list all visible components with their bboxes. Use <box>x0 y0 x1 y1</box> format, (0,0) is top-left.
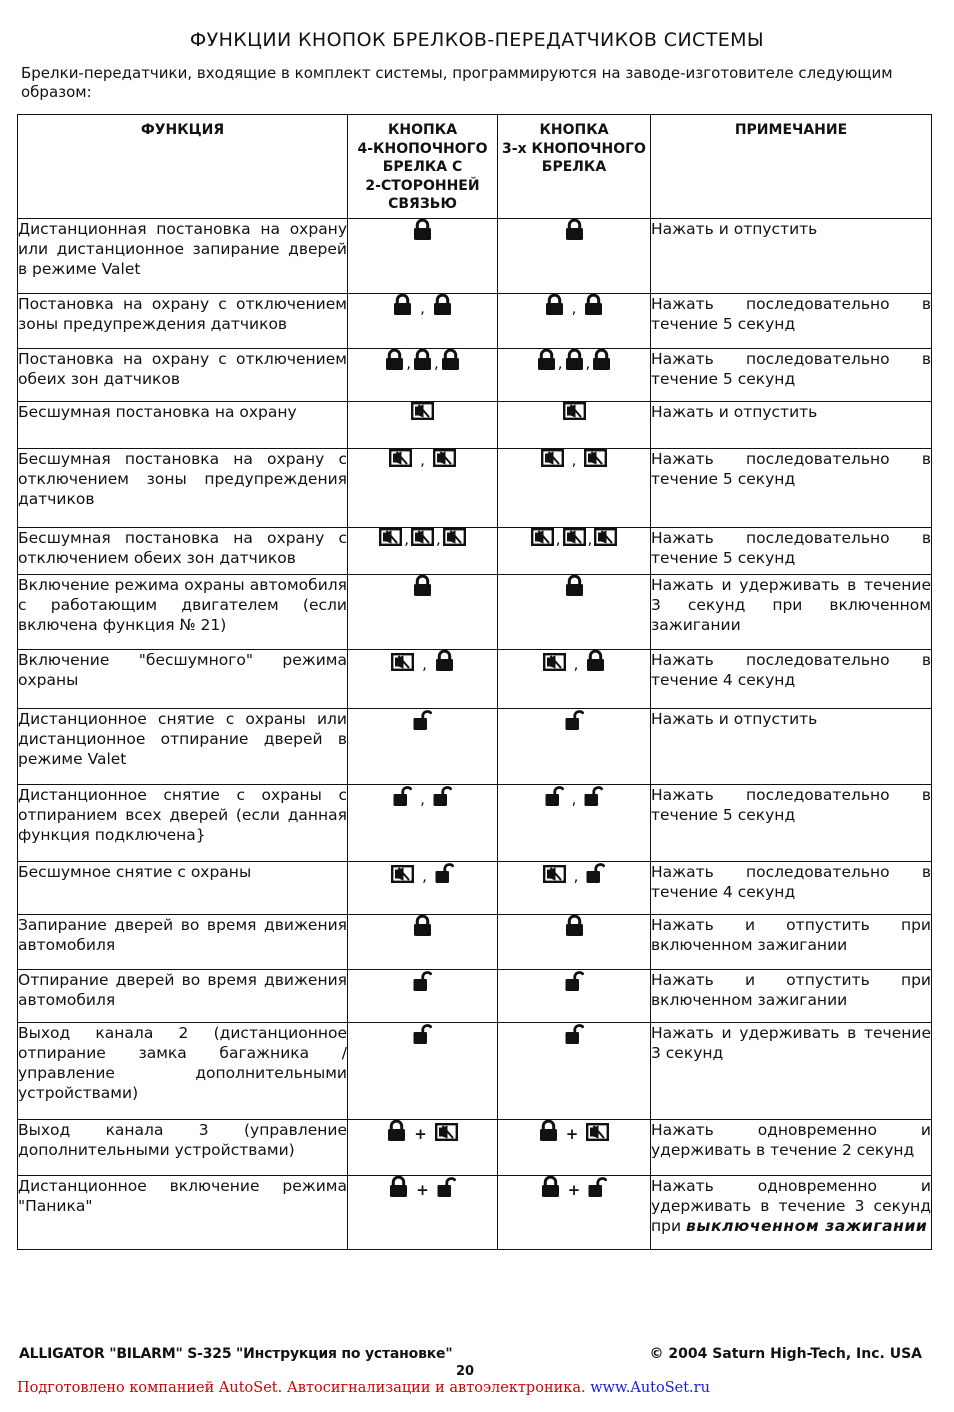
lock-icon <box>441 349 460 370</box>
lock-icon <box>592 349 611 370</box>
button-4-cell <box>348 528 498 575</box>
silent-mode-icon <box>391 865 414 883</box>
button-combination <box>565 709 584 730</box>
table-row <box>18 650 932 709</box>
button-3-cell <box>498 1120 651 1176</box>
note-cell <box>651 349 932 402</box>
button-3-cell <box>498 970 651 1023</box>
silent-mode-icon <box>531 528 554 546</box>
note-text: Нажать последовательно в течение 5 секунд <box>651 529 931 567</box>
button-combination <box>413 915 432 936</box>
function-cell: Бесшумная постановка на охрану с отключением обеих зон датчиков <box>18 528 348 575</box>
note-text: Нажать последовательно в течение 5 секунд <box>651 295 931 333</box>
function-cell: Дистанционное включение режима "Паника" <box>18 1176 348 1250</box>
lock-icon <box>565 915 584 936</box>
button-4-cell <box>348 650 498 709</box>
note-cell <box>651 915 932 970</box>
button-4-cell <box>348 402 498 449</box>
functions-table <box>17 114 932 1250</box>
button-4-cell <box>348 349 498 402</box>
function-cell: Бесшумная постановка на охрану с отключением зоны предупреждения датчиков <box>18 449 348 528</box>
button-combination <box>389 449 456 467</box>
button-combination <box>531 528 618 546</box>
table-row <box>18 294 932 349</box>
button-3-cell <box>498 915 651 970</box>
function-cell: Дистанционное снятие с охраны или дистанционное отпирание дверей в режиме Valet <box>18 709 348 785</box>
unlock-icon <box>413 709 432 730</box>
comma-separator: , <box>585 354 591 372</box>
silent-mode-icon <box>594 528 617 546</box>
button-combination <box>413 219 432 240</box>
note-text: Нажать последовательно в течение 4 секунд <box>651 651 931 689</box>
lock-icon <box>433 294 452 315</box>
function-cell: Выход канала 3 (управление дополнительными устройствами) <box>18 1120 348 1176</box>
lock-icon <box>565 219 584 240</box>
button-4-cell <box>348 785 498 862</box>
function-cell: Дистанционная постановка на охрану или дистанционное запирание дверей в режиме Valet <box>18 219 348 294</box>
button-3-cell <box>498 528 651 575</box>
note-text: Нажать последовательно в течение 5 секунд <box>651 786 931 824</box>
button-4-cell <box>348 970 498 1023</box>
header-line: 3-х КНОПОЧНОГО <box>502 140 646 157</box>
lock-icon <box>545 294 564 315</box>
button-combination <box>545 785 604 806</box>
note-cell <box>651 219 932 294</box>
note-cell <box>651 575 932 650</box>
note-text: Нажать и отпустить <box>651 403 818 421</box>
page-title: ФУНКЦИИ КНОПОК БРЕЛКОВ-ПЕРЕДАТЧИКОВ СИСТЕМЫ <box>189 29 765 51</box>
button-combination <box>385 349 460 370</box>
button-combination <box>537 349 612 370</box>
silent-mode-icon <box>435 1123 458 1141</box>
lock-icon <box>389 1176 408 1197</box>
button-combination <box>545 294 604 315</box>
silent-mode-icon <box>563 528 586 546</box>
button-combination <box>541 1176 608 1197</box>
button-combination <box>391 650 454 671</box>
credit-link[interactable]: www.AutoSet.ru <box>590 1380 710 1396</box>
unlock-icon <box>413 970 432 991</box>
comma-separator: , <box>571 451 577 469</box>
note-text: Нажать и отпустить при включенном зажигании <box>651 971 931 1009</box>
silent-mode-icon <box>411 402 434 420</box>
unlock-icon <box>413 1023 432 1044</box>
unlock-icon <box>565 709 584 730</box>
note-text: Нажать и удерживать в течение 3 секунд <box>651 1024 931 1062</box>
note-cell <box>651 862 932 915</box>
button-combination <box>563 402 586 420</box>
button-combination <box>413 1023 432 1044</box>
unlock-icon <box>588 1176 607 1197</box>
table-row <box>18 219 932 294</box>
button-combination <box>389 1176 456 1197</box>
table-row <box>18 349 932 402</box>
lock-icon <box>565 349 584 370</box>
button-combination <box>543 650 606 671</box>
button-combination <box>565 219 584 240</box>
note-text: Нажать последовательно в течение 5 секунд <box>651 450 931 488</box>
comma-separator: , <box>422 867 427 885</box>
table-row <box>18 575 932 650</box>
unlock-icon <box>565 970 584 991</box>
comma-separator: , <box>420 790 425 808</box>
unlock-icon <box>545 785 564 806</box>
note-text: Нажать и отпустить <box>651 710 818 728</box>
table-row <box>18 785 932 862</box>
function-cell: Дистанционное снятие с охраны с отпиранием всех дверей (если данная функция подключена} <box>18 785 348 862</box>
comma-separator: , <box>573 655 579 673</box>
button-combination <box>393 785 452 806</box>
unlock-icon <box>393 785 412 806</box>
comma-separator: , <box>571 790 577 808</box>
silent-mode-icon <box>391 653 414 671</box>
button-3-cell <box>498 862 651 915</box>
button-combination <box>379 528 466 546</box>
lock-icon <box>586 650 605 671</box>
header-note: ПРИМЕЧАНИЕ <box>651 115 932 219</box>
button-4-cell <box>348 709 498 785</box>
silent-mode-icon <box>586 1123 609 1141</box>
button-combination <box>565 575 584 596</box>
button-combination <box>413 970 432 991</box>
note-cell <box>651 970 932 1023</box>
lock-icon <box>539 1120 558 1141</box>
function-cell: Включение "бесшумного" режима охраны <box>18 650 348 709</box>
note-text: Нажать последовательно в течение 5 секунд <box>651 350 931 388</box>
note-text: Нажать и отпустить <box>651 220 818 238</box>
table-row <box>18 970 932 1023</box>
intro-text: Брелки-передатчики, входящие в комплект системы, программируются на заводе-изготовителе следующим образом: <box>21 64 893 101</box>
comma-separator: , <box>422 655 427 673</box>
header-button-3 <box>498 115 651 219</box>
button-4-cell <box>348 219 498 294</box>
button-combination <box>565 1023 584 1044</box>
note-cell <box>651 1120 932 1176</box>
button-4-cell <box>348 1023 498 1120</box>
note-cell <box>651 402 932 449</box>
button-3-cell <box>498 349 651 402</box>
button-4-cell <box>348 1176 498 1250</box>
function-cell: Бесшумная постановка на охрану <box>18 402 348 449</box>
button-4-cell <box>348 575 498 650</box>
note-cell <box>651 449 932 528</box>
credit-text: Подготовлено компанией AutoSet. Автосигнализации и автоэлектроника. <box>17 1380 586 1396</box>
credit-line <box>17 1380 710 1396</box>
unlock-icon <box>565 1023 584 1044</box>
button-3-cell <box>498 1023 651 1120</box>
button-3-cell <box>498 709 651 785</box>
header-line: БРЕЛКА С <box>382 159 463 175</box>
note-cell <box>651 1176 932 1250</box>
note-text: Нажать последовательно в течение 4 секунд <box>651 863 931 901</box>
lock-icon <box>584 294 603 315</box>
header-button-4 <box>348 115 498 219</box>
footer-manual-title: ALLIGATOR "BILARM" S-325 "Инструкция по установке" <box>19 1346 453 1362</box>
function-cell: Постановка на охрану с отключением обеих зон датчиков <box>18 349 348 402</box>
note-text: Нажать и удерживать в течение 3 секунд при включенном зажигании <box>651 576 931 634</box>
table-row <box>18 862 932 915</box>
function-cell: Отпирание дверей во время движения автомобиля <box>18 970 348 1023</box>
button-4-cell <box>348 294 498 349</box>
plus-separator: + <box>567 1181 581 1199</box>
header-function: ФУНКЦИЯ <box>18 115 348 219</box>
button-combination <box>411 402 434 420</box>
lock-icon <box>413 915 432 936</box>
header-line: КНОПКА <box>387 122 458 138</box>
button-4-cell <box>348 915 498 970</box>
comma-separator: , <box>420 451 425 469</box>
button-3-cell <box>498 1176 651 1250</box>
lock-icon <box>541 1176 560 1197</box>
button-3-cell <box>498 294 651 349</box>
table-row <box>18 449 932 528</box>
lock-icon <box>393 294 412 315</box>
comma-separator: , <box>571 299 577 317</box>
button-combination <box>565 915 584 936</box>
unlock-icon <box>437 1176 456 1197</box>
silent-mode-icon <box>584 449 607 467</box>
comma-separator: , <box>434 354 439 372</box>
table-row <box>18 709 932 785</box>
button-3-cell <box>498 219 651 294</box>
page-number: 20 <box>455 1364 475 1379</box>
silent-mode-icon <box>543 865 566 883</box>
silent-mode-icon <box>541 449 564 467</box>
silent-mode-icon <box>379 528 402 546</box>
plus-separator: + <box>565 1125 579 1143</box>
function-cell: Запирание дверей во время движения автомобиля <box>18 915 348 970</box>
table-row <box>18 915 932 970</box>
button-combination <box>541 449 608 467</box>
function-cell: Включение режима охраны автомобиля с работающим двигателем (если включена функция № 21) <box>18 575 348 650</box>
header-line: 2-СТОРОННЕЙ <box>365 177 480 194</box>
lock-icon <box>387 1120 406 1141</box>
lock-icon <box>413 575 432 596</box>
note-cell <box>651 785 932 862</box>
button-3-cell <box>498 575 651 650</box>
table-row <box>18 1120 932 1176</box>
unlock-icon <box>435 862 454 883</box>
button-combination <box>539 1120 610 1141</box>
comma-separator: , <box>404 530 409 548</box>
button-combination <box>393 294 452 315</box>
header-line: 4-КНОПОЧНОГО <box>357 140 488 157</box>
lock-icon <box>565 575 584 596</box>
button-combination <box>413 709 432 730</box>
comma-separator: , <box>555 530 561 548</box>
lock-icon <box>413 219 432 240</box>
lock-icon <box>385 349 404 370</box>
silent-mode-icon <box>443 528 466 546</box>
button-combination <box>391 862 454 883</box>
unlock-icon <box>586 862 605 883</box>
comma-separator: , <box>557 354 563 372</box>
header-line: БРЕЛКА <box>541 159 607 175</box>
button-4-cell <box>348 1120 498 1176</box>
table-row <box>18 1176 932 1250</box>
table-row <box>18 402 932 449</box>
note-cell <box>651 294 932 349</box>
button-3-cell <box>498 402 651 449</box>
comma-separator: , <box>420 299 425 317</box>
table-header-row <box>18 115 932 219</box>
lock-icon <box>435 650 454 671</box>
note-cell <box>651 650 932 709</box>
comma-separator: , <box>406 354 411 372</box>
function-cell: Бесшумное снятие с охраны <box>18 862 348 915</box>
function-cell: Постановка на охрану с отключением зоны предупреждения датчиков <box>18 294 348 349</box>
table-row <box>18 1023 932 1120</box>
button-4-cell <box>348 862 498 915</box>
lock-icon <box>413 349 432 370</box>
plus-separator: + <box>416 1181 429 1199</box>
button-combination <box>543 862 606 883</box>
comma-separator: , <box>587 530 593 548</box>
header-line: СВЯЗЬЮ <box>388 196 457 212</box>
button-3-cell <box>498 650 651 709</box>
table-row <box>18 528 932 575</box>
header-line: КНОПКА <box>539 122 609 138</box>
unlock-icon <box>433 785 452 806</box>
plus-separator: + <box>414 1125 427 1143</box>
button-combination <box>413 575 432 596</box>
note-text: Нажать одновременно и удерживать в течение 2 секунд <box>651 1121 931 1159</box>
note-cell <box>651 1023 932 1120</box>
silent-mode-icon <box>543 653 566 671</box>
function-cell: Выход канала 2 (дистанционное отпирание замка багажника / управление дополнительными устройствами) <box>18 1023 348 1120</box>
note-text: Нажать и отпустить при включенном зажигании <box>651 916 931 954</box>
footer-copyright: © 2004 Saturn High-Tech, Inc. USA <box>649 1346 922 1362</box>
silent-mode-icon <box>433 449 456 467</box>
silent-mode-icon <box>563 402 586 420</box>
note-emphasis: выключенном зажигании <box>685 1217 928 1235</box>
comma-separator: , <box>573 867 579 885</box>
button-3-cell <box>498 785 651 862</box>
silent-mode-icon <box>411 528 434 546</box>
silent-mode-icon <box>389 449 412 467</box>
note-text: Нажать одновременно и удерживать в течение 3 секунд при <box>651 1177 931 1235</box>
comma-separator: , <box>436 530 441 548</box>
button-combination <box>387 1120 458 1141</box>
button-3-cell <box>498 449 651 528</box>
button-4-cell <box>348 449 498 528</box>
button-combination <box>565 970 584 991</box>
note-cell <box>651 528 932 575</box>
note-cell <box>651 709 932 785</box>
unlock-icon <box>584 785 603 806</box>
lock-icon <box>537 349 556 370</box>
